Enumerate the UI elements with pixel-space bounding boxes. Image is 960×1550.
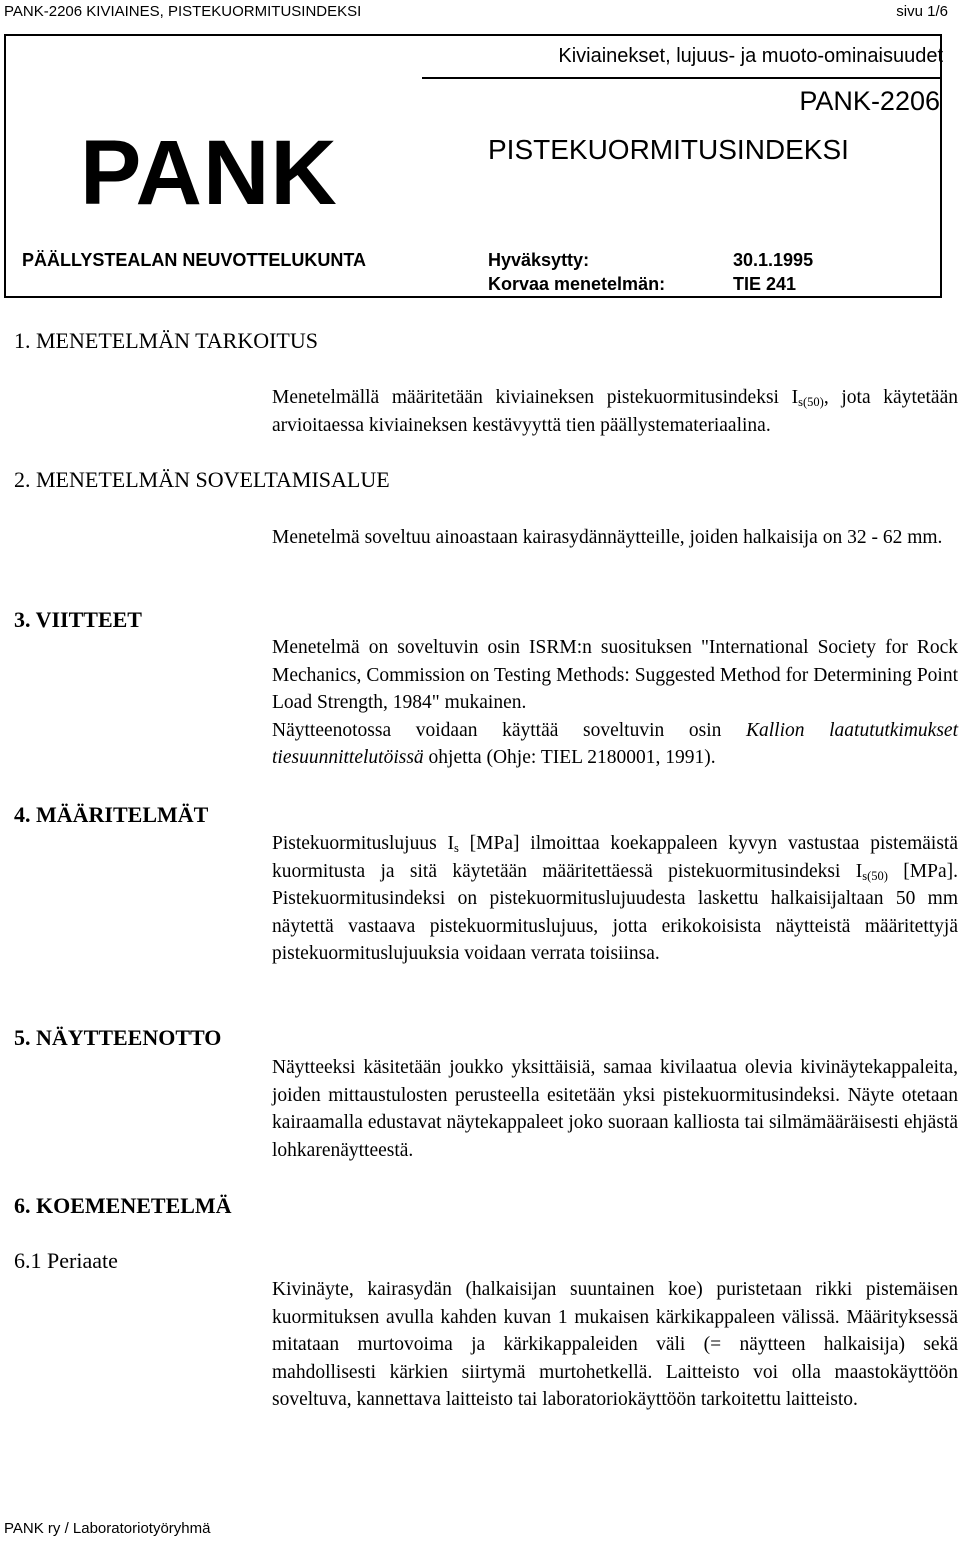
pank-logo: PANK <box>80 122 338 224</box>
section-3-text: Menetelmä on soveltuvin osin ISRM:n suosituksen "International Society for Rock Mechanics, Commission on Testing Methods: Suggested Method for Determining Point Load Strength, 1984" mukainen. Näytteenotossa voidaan käyttää soveltuvin osin Kallion laatututkimukset tiesuunnittelutöissä ohjetta (Ohje: TIEL 2180001, 1991). <box>272 637 958 768</box>
approved-date: 30.1.1995 <box>733 250 814 270</box>
section-4-heading: 4. MÄÄRITELMÄT <box>14 802 209 827</box>
header-divider <box>422 77 942 79</box>
replaces-label: Korvaa menetelmän: <box>488 274 666 294</box>
section-1-heading: 1. MENETELMÄN TARKOITUS <box>14 328 318 353</box>
section-5-heading: 5. NÄYTTEENOTTO <box>14 1025 222 1050</box>
document-subtitle: Kiviainekset, lujuus- ja muoto-ominaisuudet <box>558 45 943 67</box>
section-2-heading: 2. MENETELMÄN SOVELTAMISALUE <box>14 467 390 492</box>
document-code: PANK-2206 <box>799 86 940 116</box>
page-footer: PANK ry / Laboratoriotyöryhmä <box>4 1520 211 1537</box>
running-head: PANK-2206 KIVIAINES, PISTEKUORMITUSINDEKSI <box>4 3 362 20</box>
section-2-text: Menetelmä soveltuu ainoastaan kairasydännäytteille, joiden halkaisija on 32 - 62 mm. <box>272 527 943 548</box>
replaces-value: TIE 241 <box>733 274 797 294</box>
section-1-text: Menetelmällä määritetään kiviaineksen pistekuormitusindeksi $I_{s(50)}$, jota käytetään arvioitaessa kiviaineksen kestävyyttä tien päällystemateriaalina. <box>272 387 958 436</box>
section-5-text: Näytteeksi käsitetään joukko yksittäisiä, samaa kivilaatua olevia kivinäytekappaleita, joiden mittaustulosten perusteella esitetään yksi pistekuormitusindeksi. Näyte otetaan kairaamalla edustavat näytekappaleet joko suoraan kalliosta tai silmämääräisesti ehjästä lohkarenäytteestä. <box>272 1057 958 1161</box>
document-title: PISTEKUORMITUSINDEKSI <box>488 134 849 165</box>
organization-name: PÄÄLLYSTEALAN NEUVOTTELUKUNTA <box>22 250 367 270</box>
approved-label: Hyväksytty: <box>488 250 590 270</box>
section-4-text: Pistekuormituslujuus $I_s$ [MPa] ilmoittaa koekappaleen kyvyn vastustaa pistemäistä kuormitusta ja sitä käytetään määritettäessä pistekuormitusindeksi $I_{s(50)}$ [MPa]. Pistekuormitusindeksi on pistekuormituslujuudesta laskettu halkaisijaltaan 50 mm näytettä vastaava pistekuormituslujuus, jotta erikokoisista näytteistä määritettyjä pistekuormituslujuuksia voidaan verrata toisiinsa. <box>272 833 958 964</box>
section-6-heading: 6. KOEMENETELMÄ <box>14 1193 232 1218</box>
section-3-heading: 3. VIITTEET <box>14 607 142 632</box>
section-6-1-text: Kivinäyte, kairasydän (halkaisijan suuntainen koe) puristetaan rikki pistemäisen kuormituksen avulla kahden kuvan 1 mukaisen kärkikappaleen välissä. Määrityksessä mitataan murtovoima ja kärkikappaleiden väli (= näytteen halkaisija) sekä mahdollisesti kärkien siirtymä murtohetkellä. Laitteisto voi olla maastokäyttöön soveltuva, kannettava laitteisto tai laboratoriokäyttöön tarkoitettu laitteisto. <box>272 1279 958 1410</box>
section-6-1-heading: 6.1 Periaate <box>14 1248 118 1273</box>
page-number: sivu 1/6 <box>896 3 948 20</box>
